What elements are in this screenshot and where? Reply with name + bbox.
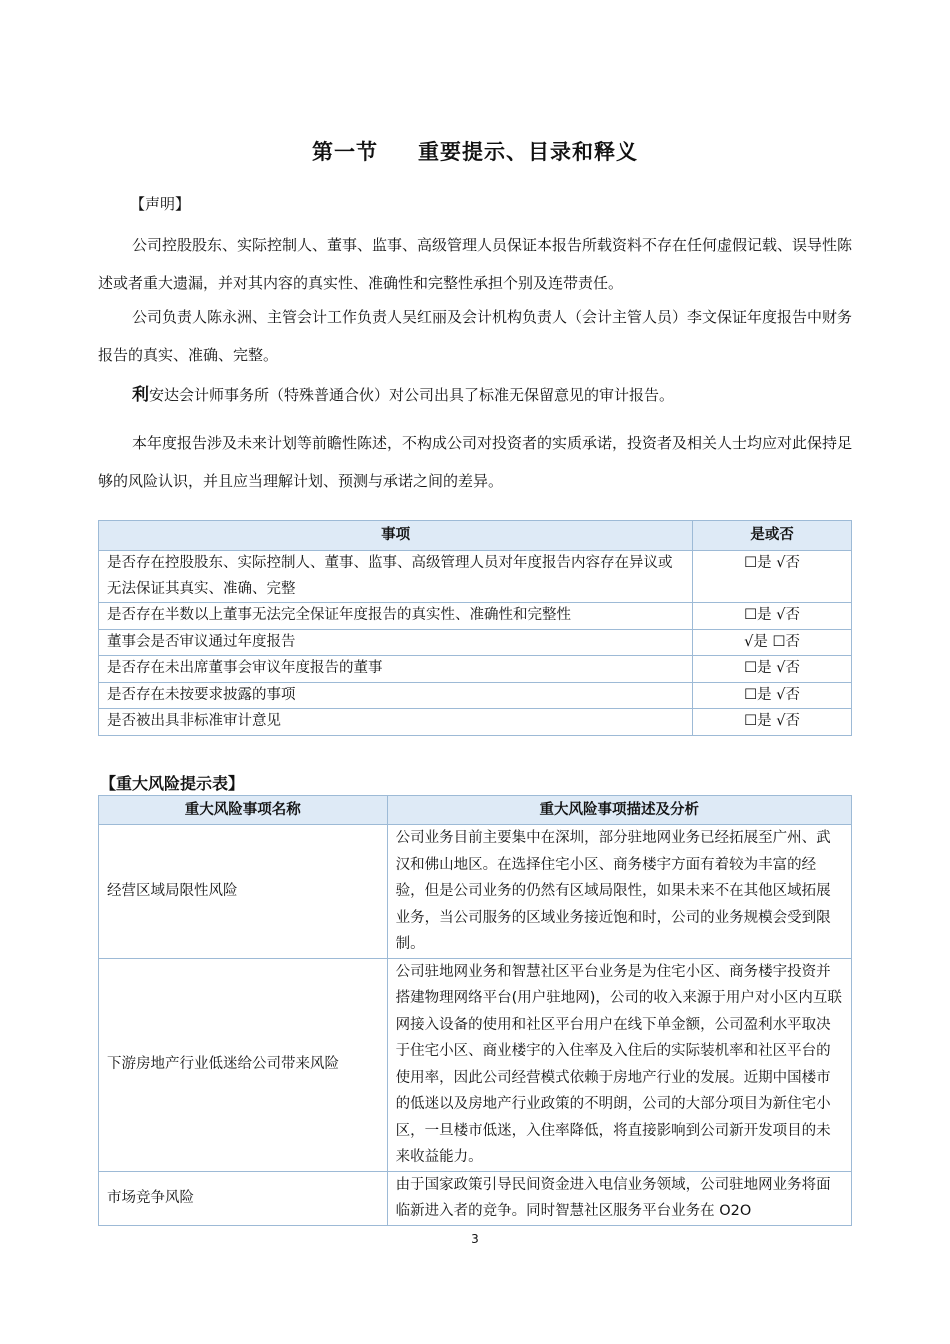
risk-name: 市场竞争风险 xyxy=(99,1171,388,1225)
risk-description: 公司业务目前主要集中在深圳，部分驻地网业务已经拓展至广州、武汉和佛山地区。在选择住宅小区、商务楼宇方面有着较为丰富的经验，但是公司业务的仍然有区域局限性，如果未来不在其他区域拓展业务，当公司服务的区域业务接近饱和时，公司的业务规模会受到限制。 xyxy=(387,825,851,959)
section-title xyxy=(0,136,950,166)
row-answer: ☐是 √否 xyxy=(693,551,852,603)
header-risk-name: 重大风险事项名称 xyxy=(99,796,388,825)
paragraph-forward-looking: 本年度报告涉及未来计划等前瞻性陈述，不构成公司对投资者的实质承诺，投资者及相关人士均应对此保持足够的风险认识，并且应当理解计划、预测与承诺之间的差异。 xyxy=(98,434,853,490)
row-item: 是否存在控股股东、实际控制人、董事、监事、高级管理人员对年度报告内容存在异议或无法保证其真实、准确、完整 xyxy=(99,551,693,603)
risk-header-row xyxy=(99,796,852,825)
risk-description: 由于国家政策引导民间资金进入电信业务领域，公司驻地网业务将面临新进入者的竞争。同时智慧社区服务平台业务在 O2O xyxy=(387,1171,851,1225)
row-answer: ☐是 √否 xyxy=(693,603,852,630)
confirmation-table xyxy=(98,520,852,736)
header-risk-desc: 重大风险事项描述及分析 xyxy=(387,796,851,825)
table-row xyxy=(99,825,852,959)
row-answer: ☐是 √否 xyxy=(693,682,852,709)
table-row xyxy=(99,629,852,656)
row-item: 是否被出具非标准审计意见 xyxy=(99,709,693,736)
header-item: 事项 xyxy=(99,521,693,551)
page-number: 3 xyxy=(471,1232,479,1246)
risk-section-title: 【重大风险提示表】 xyxy=(100,774,245,793)
risk-name: 下游房地产行业低迷给公司带来风险 xyxy=(99,958,388,1171)
paragraph-audit-opinion xyxy=(98,376,854,414)
row-item: 是否存在半数以上董事无法完全保证年度报告的真实性、准确性和完整性 xyxy=(99,603,693,630)
header-answer: 是或否 xyxy=(693,521,852,551)
section-number: 第一节 xyxy=(312,140,378,164)
paragraph-guarantee: 公司控股股东、实际控制人、董事、监事、高级管理人员保证本报告所载资料不存在任何虚假记载、误导性陈述或者重大遗漏，并对其内容的真实性、准确性和完整性承担个别及连带责任。 xyxy=(98,236,853,292)
row-answer: ☐是 √否 xyxy=(693,709,852,736)
risk-description: 公司驻地网业务和智慧社区平台业务是为住宅小区、商务楼宇投资并搭建物理网络平台(用户驻地网)，公司的收入来源于用户对小区内互联网接入设备的使用和社区平台用户在线下单金额，公司盈利水平取决于住宅小区、商业楼宇的入住率及入住后的实际装机率和社区平台的使用率，因此公司经营模式依赖于房地产行业的发展。近期中国楼市的低迷以及房地产行业政策的不明朗，公司的大部分项目为新住宅小区，一旦楼市低迷，入住率降低，将直接影响到公司新开发项目的未来收益能力。 xyxy=(387,958,851,1171)
confirmation-header-row xyxy=(99,521,852,551)
row-item: 董事会是否审议通过年度报告 xyxy=(99,629,693,656)
table-row xyxy=(99,682,852,709)
risk-table xyxy=(98,795,852,1226)
table-row xyxy=(99,958,852,1171)
table-row xyxy=(99,709,852,736)
table-row xyxy=(99,603,852,630)
table-row xyxy=(99,1171,852,1225)
paragraph-responsible-persons: 公司负责人陈永洲、主管会计工作负责人吴红丽及会计机构负责人（会计主管人员）李文保证年度报告中财务报告的真实、准确、完整。 xyxy=(98,308,853,364)
risk-name: 经营区域局限性风险 xyxy=(99,825,388,959)
declaration-label: 【声明】 xyxy=(130,195,191,213)
row-answer: ☐是 √否 xyxy=(693,656,852,683)
section-name: 重要提示、目录和释义 xyxy=(418,140,638,164)
table-row xyxy=(99,656,852,683)
row-answer: √是 ☐否 xyxy=(693,629,852,656)
table-row xyxy=(99,551,852,603)
audit-firm-rest: 安达会计师事务所（特殊普通合伙）对公司出具了标准无保留意见的审计报告。 xyxy=(149,386,675,404)
row-item: 是否存在未按要求披露的事项 xyxy=(99,682,693,709)
row-item: 是否存在未出席董事会审议年度报告的董事 xyxy=(99,656,693,683)
audit-firm-first-char: 利 xyxy=(132,385,149,405)
